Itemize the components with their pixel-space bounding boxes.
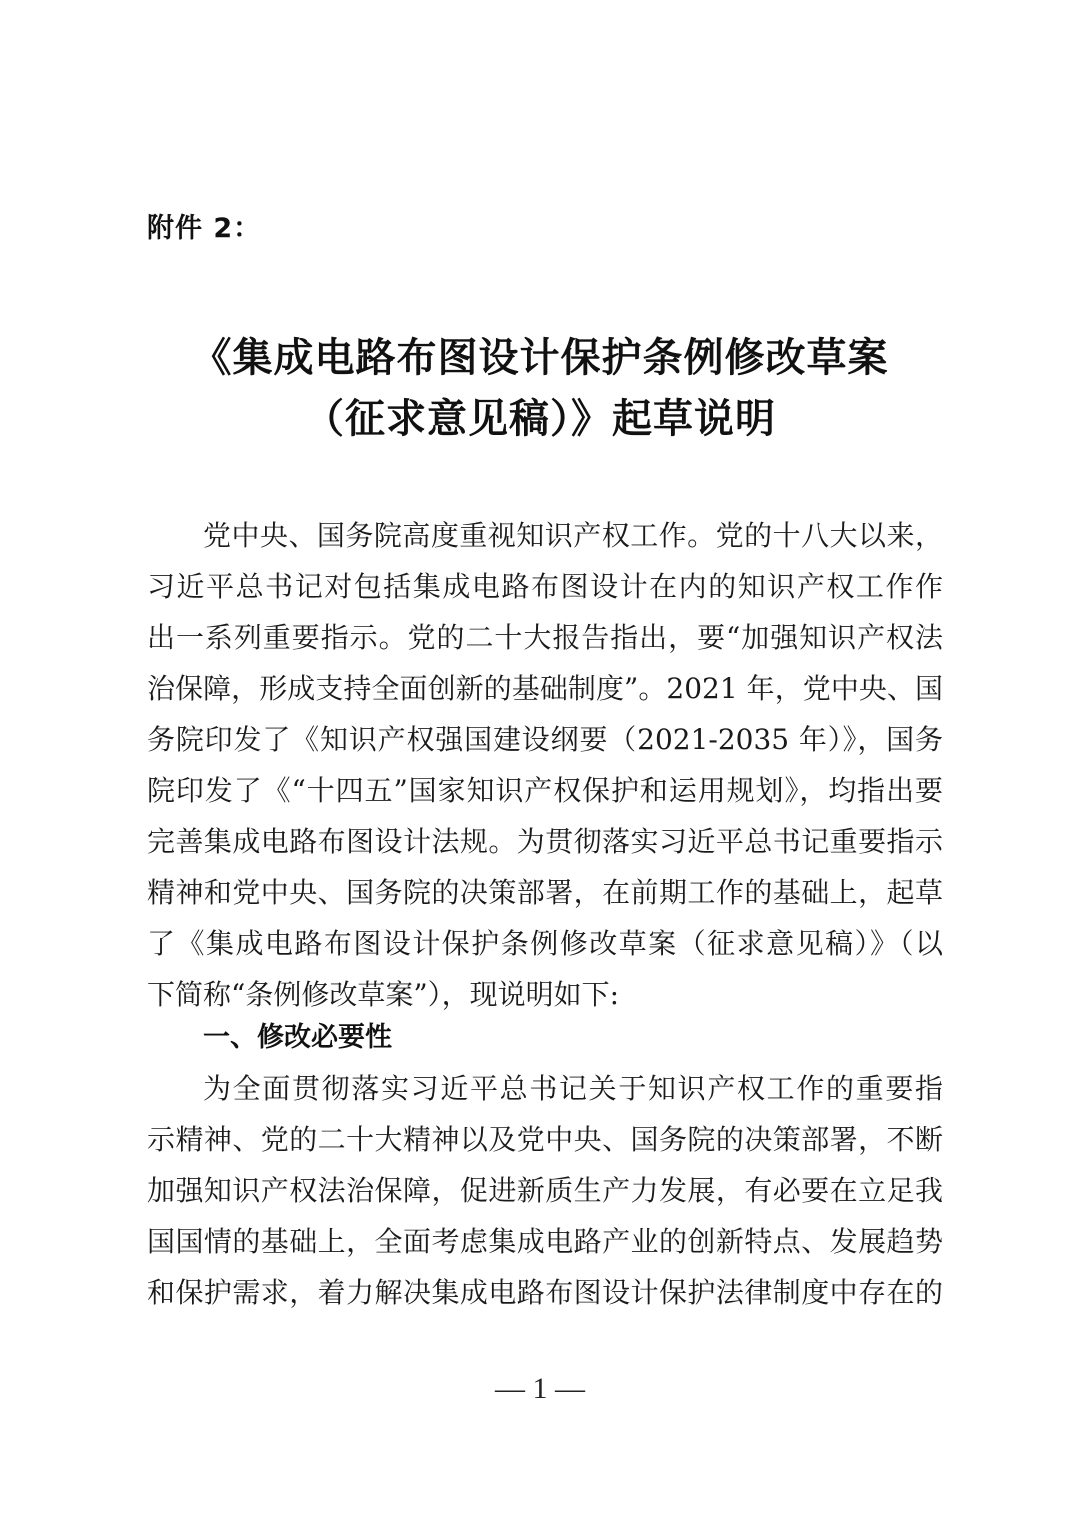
paragraph-line: 习近平总书记对包括集成电路布图设计在内的知识产权工作作	[147, 570, 943, 603]
paragraph-line: 完善集成电路布图设计法规。为贯彻落实习近平总书记重要指示	[147, 825, 943, 858]
paragraph-line: 为全面贯彻落实习近平总书记关于知识产权工作的重要指	[203, 1072, 943, 1105]
paragraph-line: 国国情的基础上，全面考虑集成电路产业的创新特点、发展趋势	[147, 1225, 943, 1258]
paragraph-line: 务院印发了《知识产权强国建设纲要（2021-2035 年）》，国务	[147, 723, 943, 756]
paragraph-line: 和保护需求，着力解决集成电路布图设计保护法律制度中存在的	[147, 1276, 943, 1309]
document-title-line-1: 《集成电路布图设计保护条例修改草案	[191, 334, 889, 381]
paragraph-line: 治保障，形成支持全面创新的基础制度”。2021 年，党中央、国	[147, 672, 943, 705]
paragraph-line: 示精神、党的二十大精神以及党中央、国务院的决策部署，不断	[147, 1123, 943, 1156]
section-heading: 一、修改必要性	[203, 1022, 392, 1053]
paragraph-line: 出一系列重要指示。党的二十大报告指出，要“加强知识产权法	[147, 621, 943, 654]
intro-paragraph	[147, 510, 943, 1020]
paragraph-line: 院印发了《“十四五”国家知识产权保护和运用规划》，均指出要	[147, 774, 943, 807]
paragraph-line: 了《集成电路布图设计保护条例修改草案（征求意见稿）》（以	[147, 927, 943, 960]
attachment-label: 附件 2：	[147, 213, 262, 244]
page-number: — 1 —	[495, 1372, 585, 1405]
paragraph-line: 加强知识产权法治保障，促进新质生产力发展，有必要在立足我	[147, 1174, 943, 1207]
paragraph-line: 下简称“条例修改草案”），现说明如下:	[147, 978, 620, 1011]
necessity-paragraph	[147, 1063, 943, 1318]
paragraph-line: 精神和党中央、国务院的决策部署，在前期工作的基础上，起草	[147, 876, 943, 909]
paragraph-line: 党中央、国务院高度重视知识产权工作。党的十八大以来，	[203, 519, 943, 552]
document-title-line-2: （征求意见稿）》起草说明	[304, 395, 776, 442]
